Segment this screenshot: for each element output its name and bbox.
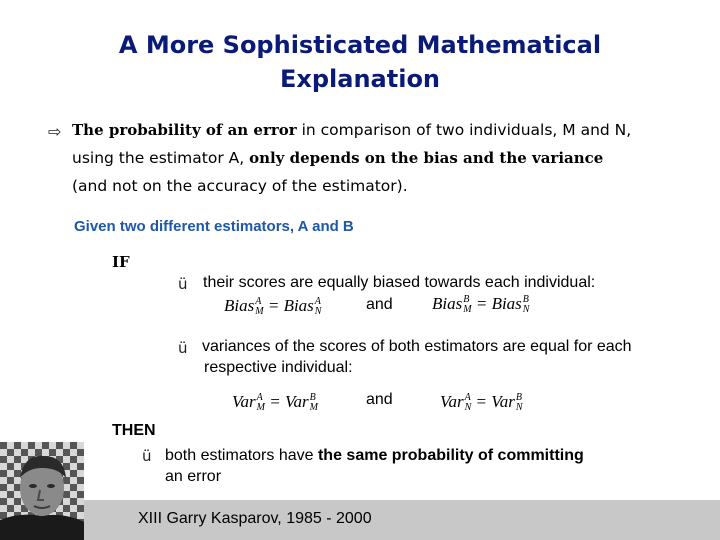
condition-1-and: and [366, 296, 393, 313]
if-label: IF [112, 253, 130, 271]
bullet-line-1 [72, 116, 631, 144]
condition-1-check-icon: ü [178, 275, 188, 293]
bullet-line-3 [72, 172, 408, 200]
condition-2-and: and [366, 391, 393, 408]
footer-caption: XIII Garry Kasparov, 1985 - 2000 [138, 510, 372, 527]
bias-equation-1: Bias A M = Bias A N [224, 296, 322, 318]
bullet-line-2 [72, 144, 603, 172]
condition-2-line-2: respective individual: [204, 359, 353, 376]
condition-2-check-icon: ü [178, 339, 188, 357]
variance-equation-1: Var A M = Var B M [232, 392, 318, 414]
title-line-1: A More Sophisticated Mathematical [118, 31, 602, 59]
bullet-text-3: (and not on the accuracy of the estimator). [72, 177, 408, 195]
bias-equation-2: Bias B M = Bias B N [432, 294, 530, 316]
bullet-text-1: in comparison of two individuals, M and N, [296, 121, 632, 139]
arrow-bullet-icon: ⇨ [48, 122, 62, 141]
then-line-2: an error [165, 468, 222, 485]
bullet-bold-2: only depends on the bias and the variance [249, 149, 604, 167]
then-label: THEN [112, 422, 156, 439]
title-line-2: Explanation [279, 65, 441, 93]
slide-title [0, 28, 720, 96]
condition-2-line-1: variances of the scores of both estimators are equal for each [202, 338, 632, 355]
bullet-text-2: using the estimator A, [72, 149, 250, 167]
then-check-icon: ü [142, 447, 152, 465]
condition-1-text: their scores are equally biased towards each individual: [203, 274, 596, 291]
given-heading: Given two different estimators, A and B [74, 218, 354, 235]
bullet-bold-1: The probability of an error [72, 121, 297, 139]
kasparov-photo [0, 442, 84, 540]
variance-equation-2: Var A N = Var B N [440, 392, 523, 414]
footer-bar [82, 500, 720, 540]
then-line-1: both estimators have the same probability of committing [165, 447, 584, 464]
